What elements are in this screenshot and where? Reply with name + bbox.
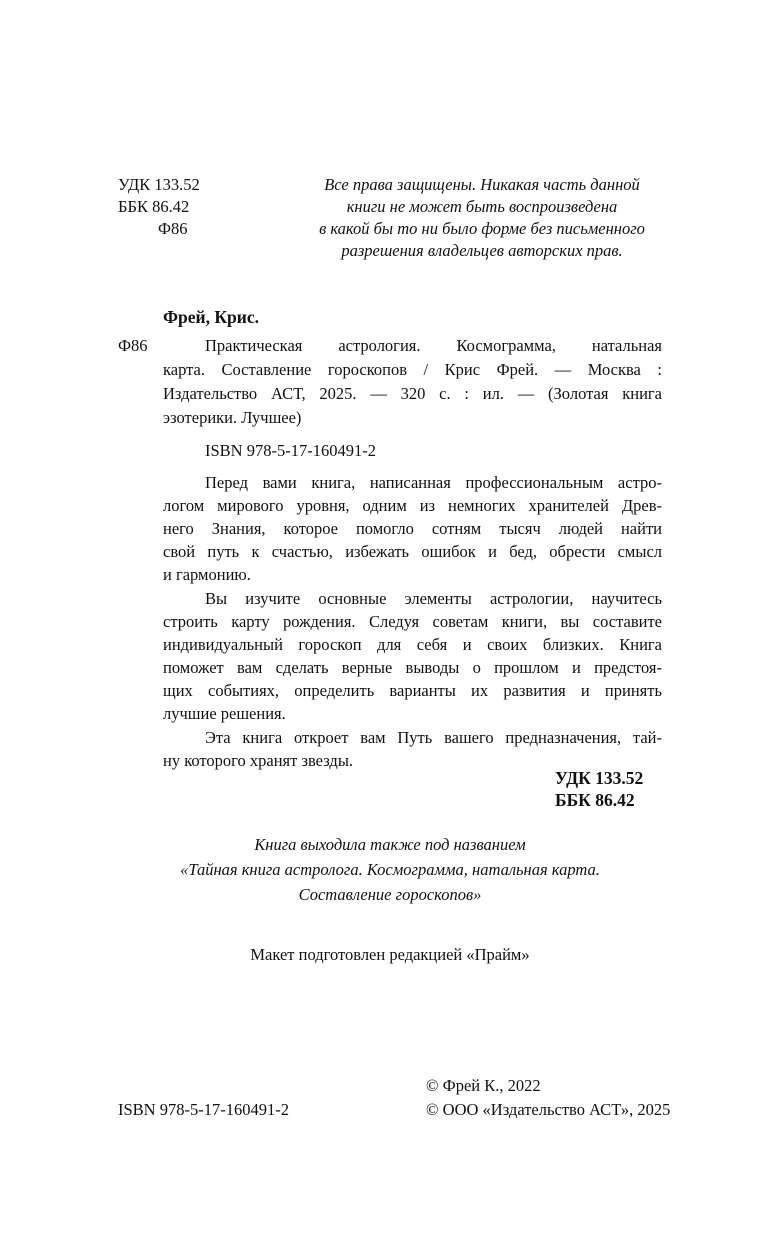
layout-credit: Макет подготовлен редакцией «Прайм»	[250, 945, 530, 964]
previous-title-line: «Тайная книга астролога. Космограмма, натальная карта.	[180, 860, 600, 879]
annotation-line: индивидуальный гороскоп для себя и своих близких. Книга	[163, 635, 662, 654]
author-mark: Ф86	[158, 219, 188, 238]
author-heading: Фрей, Крис.	[163, 307, 260, 327]
rights-line: разрешения владельцев авторских прав.	[341, 241, 623, 260]
rights-line: в какой бы то ни было форме без письменного	[319, 219, 645, 238]
annotation-line: него Знания, которое помогло сотням тысяч людей найти	[163, 519, 662, 538]
annotation-line: свой путь к счастью, избежать ошибок и бед, обрести смысл	[163, 542, 662, 561]
annotation-line: ну которого хранят звезды.	[163, 751, 354, 770]
copyright-author: © Фрей К., 2022	[426, 1076, 541, 1095]
annotation-line: щих событиях, определить варианты их развития и принять	[163, 681, 662, 700]
description-line: Практическая астрология. Космограмма, натальная	[205, 336, 662, 355]
annotation-line: поможет вам сделать верные выводы о прошлом и предстоя-	[163, 658, 662, 677]
entry-isbn: ISBN 978-5-17-160491-2	[205, 441, 376, 460]
copyright-publisher: © ООО «Издательство АСТ», 2025	[426, 1100, 671, 1119]
entry-author-mark: Ф86	[118, 336, 148, 355]
annotation-line: Эта книга откроет вам Путь вашего предназначения, тай-	[205, 728, 662, 747]
rights-line: Все права защищены. Никакая часть данной	[324, 175, 640, 194]
description-line: Издательство АСТ, 2025. — 320 с. : ил. — (Золотая книга	[163, 384, 662, 403]
udk-code: УДК 133.52	[118, 175, 200, 194]
annotation-line: лучшие решения.	[163, 704, 286, 723]
bbk-code: ББК 86.42	[118, 197, 190, 216]
description-line: карта. Составление гороскопов / Крис Фрей. — Москва :	[163, 360, 662, 379]
bottom-bbk: ББК 86.42	[555, 790, 635, 810]
annotation-line: Перед вами книга, написанная профессиональным астро-	[205, 473, 662, 492]
previous-title-line: Составление гороскопов»	[298, 885, 482, 904]
description-line: эзотерики. Лучшее)	[163, 408, 302, 427]
annotation-line: Вы изучите основные элементы астрологии, научитесь	[205, 589, 662, 608]
footer-isbn: ISBN 978-5-17-160491-2	[118, 1100, 289, 1119]
rights-line: книги не может быть воспроизведена	[346, 197, 618, 216]
previous-title-line: Книга выходила также под названием	[254, 835, 526, 854]
bottom-udk: УДК 133.52	[555, 768, 644, 788]
annotation-line: логом мирового уровня, одним из немногих хранителей Древ-	[163, 496, 662, 515]
annotation-line: строить карту рождения. Следуя советам книги, вы составите	[163, 612, 662, 631]
annotation-line: и гармонию.	[163, 565, 251, 584]
